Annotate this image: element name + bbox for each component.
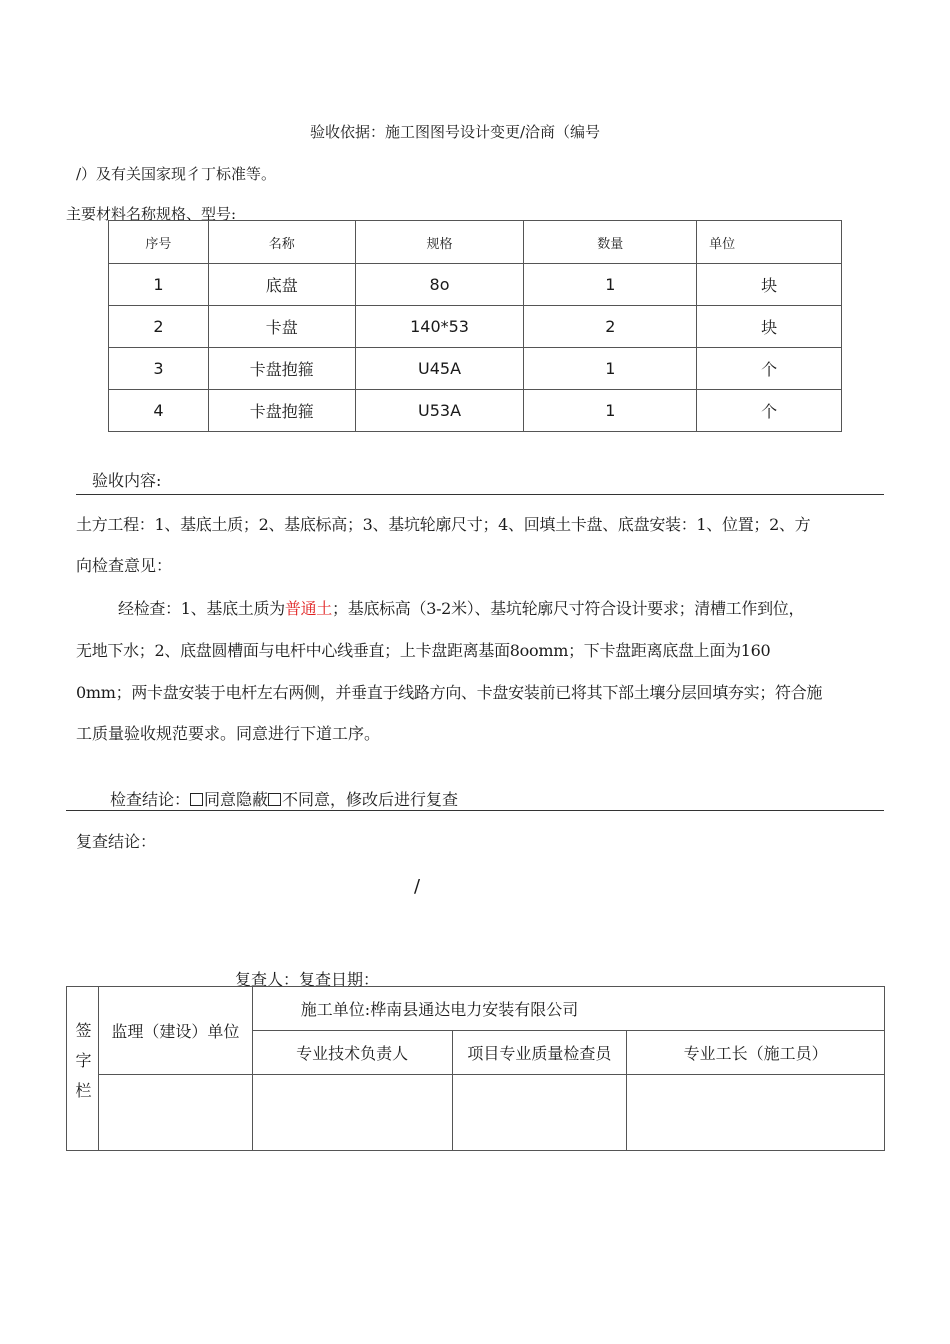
para-start: 经检查：1、基底土质为 [118,599,285,618]
header-cell: 单位 [697,221,842,264]
soil-type: 普通土 [284,599,332,618]
table-cell: U53A [355,390,524,432]
para-rest: ；基底标高（3-2米）、基坑轮廓尺寸符合设计要求；清槽工作到位， [332,599,805,618]
inspection-paragraph [118,596,804,619]
review-mark: / [414,876,421,897]
table-cell: 1 [524,348,697,390]
table-cell: 2 [524,306,697,348]
content-line-6: 工质量验收规范要求。同意进行下道工序。 [76,724,381,743]
table-cell: 1 [109,264,209,306]
content-line-4: 无地下水；2、底盘圆槽面与电杆中心线垂直；上卡盘距离基面8oomm；下卡盘距离底盘上面为160 [76,641,771,660]
header-cell: 名称 [208,221,355,264]
table-cell: 块 [697,264,842,306]
signature-side-cell [67,987,99,1151]
role-cell: 专业工长（施工员） [627,1031,885,1075]
materials-table [108,220,842,432]
review-label: 复查结论： [76,832,157,851]
basis-line-1: 验收依据：施工图图号设计变更/洽商（编号 [310,123,601,141]
table-cell: 个 [697,390,842,432]
signature-box-tech-lead[interactable] [252,1075,452,1151]
table-row [109,306,842,348]
content-line-2: 向检查意见： [76,556,173,575]
reviewer-line: 复查人：复查日期： [235,970,380,989]
disagree-label: 不同意，修改后进行复查 [282,790,459,809]
table-cell: 1 [524,390,697,432]
contractor-label: 施工单位:桦南县通达电力安装有限公司 [300,1000,579,1019]
table-cell: 8o [355,264,524,306]
table-row [109,264,842,306]
agree-checkbox[interactable] [190,793,203,806]
table-cell: 140*53 [355,306,524,348]
supervisor-label: 监理（建设）单位 [111,1022,240,1041]
content-label: 验收内容: [92,471,162,490]
signature-box-supervisor[interactable] [98,1075,252,1151]
table-cell: 3 [109,348,209,390]
header-cell: 序号 [109,221,209,264]
conclusion-line [110,787,458,810]
conclusion-label: 检查结论： [110,790,191,809]
basis-line-2: /）及有关国家现彳丁标准等。 [76,165,277,183]
supervisor-cell [98,987,252,1075]
table-cell: 卡盘抱箍 [208,348,355,390]
table-row [109,348,842,390]
table-cell: 底盘 [208,264,355,306]
contractor-cell [252,987,884,1031]
table-row [109,390,842,432]
agree-label: 同意隐蔽 [204,790,269,809]
signature-box-quality-inspector[interactable] [452,1075,627,1151]
role-cell: 项目专业质量检查员 [452,1031,627,1075]
content-line-5: 0mm；两卡盘安装于电杆左右两侧，并垂直于线路方向、卡盘安装前已将其下部土壤分层回填夯实；符合施 [76,683,823,702]
table-cell: 2 [109,306,209,348]
materials-label: 主要材料名称规格、型号: [66,205,237,223]
table-cell: U45A [355,348,524,390]
divider [76,494,884,495]
table-cell: 个 [697,348,842,390]
table-cell: 4 [109,390,209,432]
header-cell: 数量 [524,221,697,264]
content-line-1: 土方工程：1、基底土质；2、基底标高；3、基坑轮廓尺寸；4、回填土卡盘、底盘安装：1、位置；2、方 [76,515,811,534]
signature-side-label: 签字栏 [72,1021,92,1112]
table-cell: 1 [524,264,697,306]
header-cell: 规格 [355,221,524,264]
role-cell: 专业技术负责人 [252,1031,452,1075]
signature-box-foreman[interactable] [627,1075,885,1151]
table-cell: 块 [697,306,842,348]
divider [66,810,884,811]
table-cell: 卡盘抱箍 [208,390,355,432]
table-header-row [109,221,842,264]
table-cell: 卡盘 [208,306,355,348]
signature-table [66,986,885,1151]
disagree-checkbox[interactable] [268,793,281,806]
